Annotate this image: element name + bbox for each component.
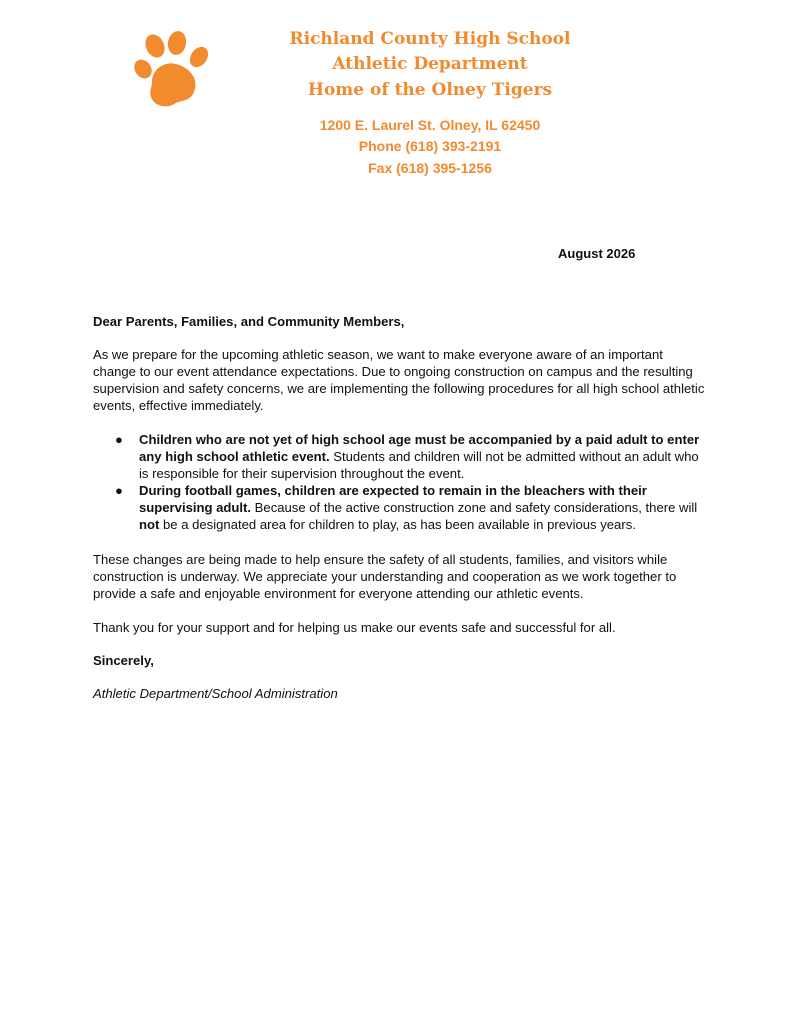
school-phone: Phone (618) 393-2191 bbox=[358, 138, 502, 154]
closing: Sincerely, bbox=[93, 653, 154, 668]
bullet-text-after: be a designated area for children to play, as has been available in previous years. bbox=[159, 517, 636, 532]
school-address: 1200 E. Laurel St. Olney, IL 62450 bbox=[319, 117, 541, 133]
bullet-text: Students and children will not be admitted without an adult who is responsible for their supervision throughout the event. bbox=[139, 449, 699, 481]
intro-paragraph: As we prepare for the upcoming athletic season, we want to make everyone aware of an important change to our event attendance expectations. Due to ongoing construction on campus and the resulting supervision and safety concerns, we are implementing the following procedures for all high school athletic events, effective immediately. bbox=[93, 347, 705, 413]
letter-date: August 2026 bbox=[558, 246, 636, 261]
salutation: Dear Parents, Families, and Community Members, bbox=[93, 314, 405, 329]
procedures-list bbox=[93, 431, 705, 533]
bullet-text: Because of the active construction zone and safety considerations, there will bbox=[251, 500, 698, 515]
school-name: Richland County High School bbox=[289, 29, 571, 49]
thank-you-paragraph: Thank you for your support and for helping us make our events safe and successful for all. bbox=[93, 620, 616, 635]
department-name: Athletic Department bbox=[332, 54, 528, 74]
bullet-icon: ● bbox=[115, 432, 123, 447]
signature: Athletic Department/School Administration bbox=[93, 686, 338, 701]
list-item bbox=[93, 431, 705, 482]
school-tagline: Home of the Olney Tigers bbox=[307, 80, 553, 100]
school-fax: Fax (618) 395-1256 bbox=[368, 160, 492, 176]
bullet-bold-text: During football games, children are expected to remain in the bleachers with their supervising adult. bbox=[139, 483, 647, 515]
list-item bbox=[93, 482, 705, 533]
tiger-paw-icon bbox=[132, 30, 212, 110]
bullet-icon: ● bbox=[115, 483, 123, 498]
safety-paragraph: These changes are being made to help ensure the safety of all students, families, and visitors while construction is underway. We appreciate your understanding and cooperation as we work together to provide a safe and enjoyable environment for everyone attending our athletic events. bbox=[93, 552, 677, 601]
bullet-emphasis: not bbox=[139, 517, 160, 532]
bullet-bold-text: Children who are not yet of high school age must be accompanied by a paid adult to enter any high school athletic event. bbox=[139, 432, 700, 464]
